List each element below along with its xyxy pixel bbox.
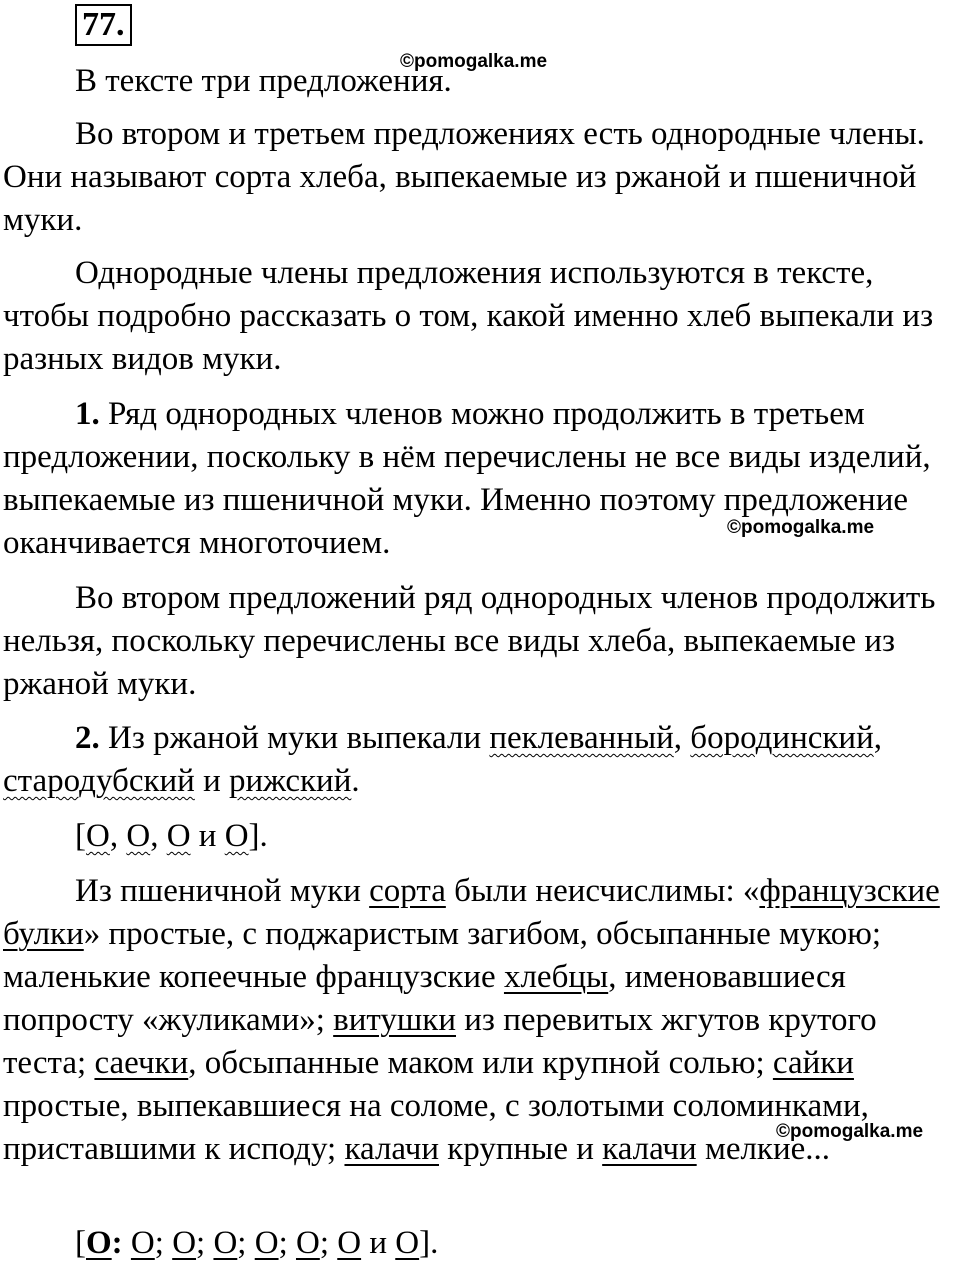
scheme-2: [О: О; О; О; О; О; О и О]. <box>75 1225 439 1261</box>
paragraph-7: Из пшеничной муки сорта были неисчислимы: «французские булки» простые, с поджаристым загибом, обсыпанные мукою; маленькие копеечные французские хлебцы, именовавшиеся попросту «жуликами»; витушки из перевитых жгутов крутого теста; саечки, обсыпанные маком или крупной солью; сайки простые, выпекавшиеся на соломе, с золотыми соломинками, приставшими к исподу; калачи крупные и калачи мелкие... <box>3 873 940 1167</box>
exercise-number: 77. <box>75 4 132 46</box>
scheme-1: [О, О, О и О]. <box>75 818 268 854</box>
watermark: ©pomogalka.me <box>727 517 875 538</box>
item-number-2: 2. <box>75 720 100 756</box>
watermark: ©pomogalka.me <box>400 51 548 72</box>
paragraph-4: 1. Ряд однородных членов можно продолжить в третьем предложении, поскольку в нём перечислены не все виды изделий, выпекаемые из пшеничной муки. Именно поэтому предложение оканчивается многоточием. <box>3 396 931 561</box>
paragraph-2: Во втором и третьем предложениях есть однородные члены. Они называют сорта хлеба, выпекаемые из ржаной и пшеничной муки. <box>3 116 925 238</box>
paragraph-6: 2. Из ржаной муки выпекали пеклеванный, бородинский, стародубский и рижский. <box>3 720 882 799</box>
paragraph-5: Во втором предложений ряд однородных членов продолжить нельзя, поскольку перечислены все виды хлеба, выпекаемые из ржаной муки. <box>3 580 936 702</box>
paragraph-3: Однородные члены предложения используются в тексте, чтобы подробно рассказать о том, какой именно хлеб выпекали из разных видов муки. <box>3 255 934 377</box>
watermark: ©pomogalka.me <box>776 1121 924 1142</box>
paragraph-1: В тексте три предложения. <box>75 63 452 99</box>
item-number-1: 1. <box>75 396 100 432</box>
